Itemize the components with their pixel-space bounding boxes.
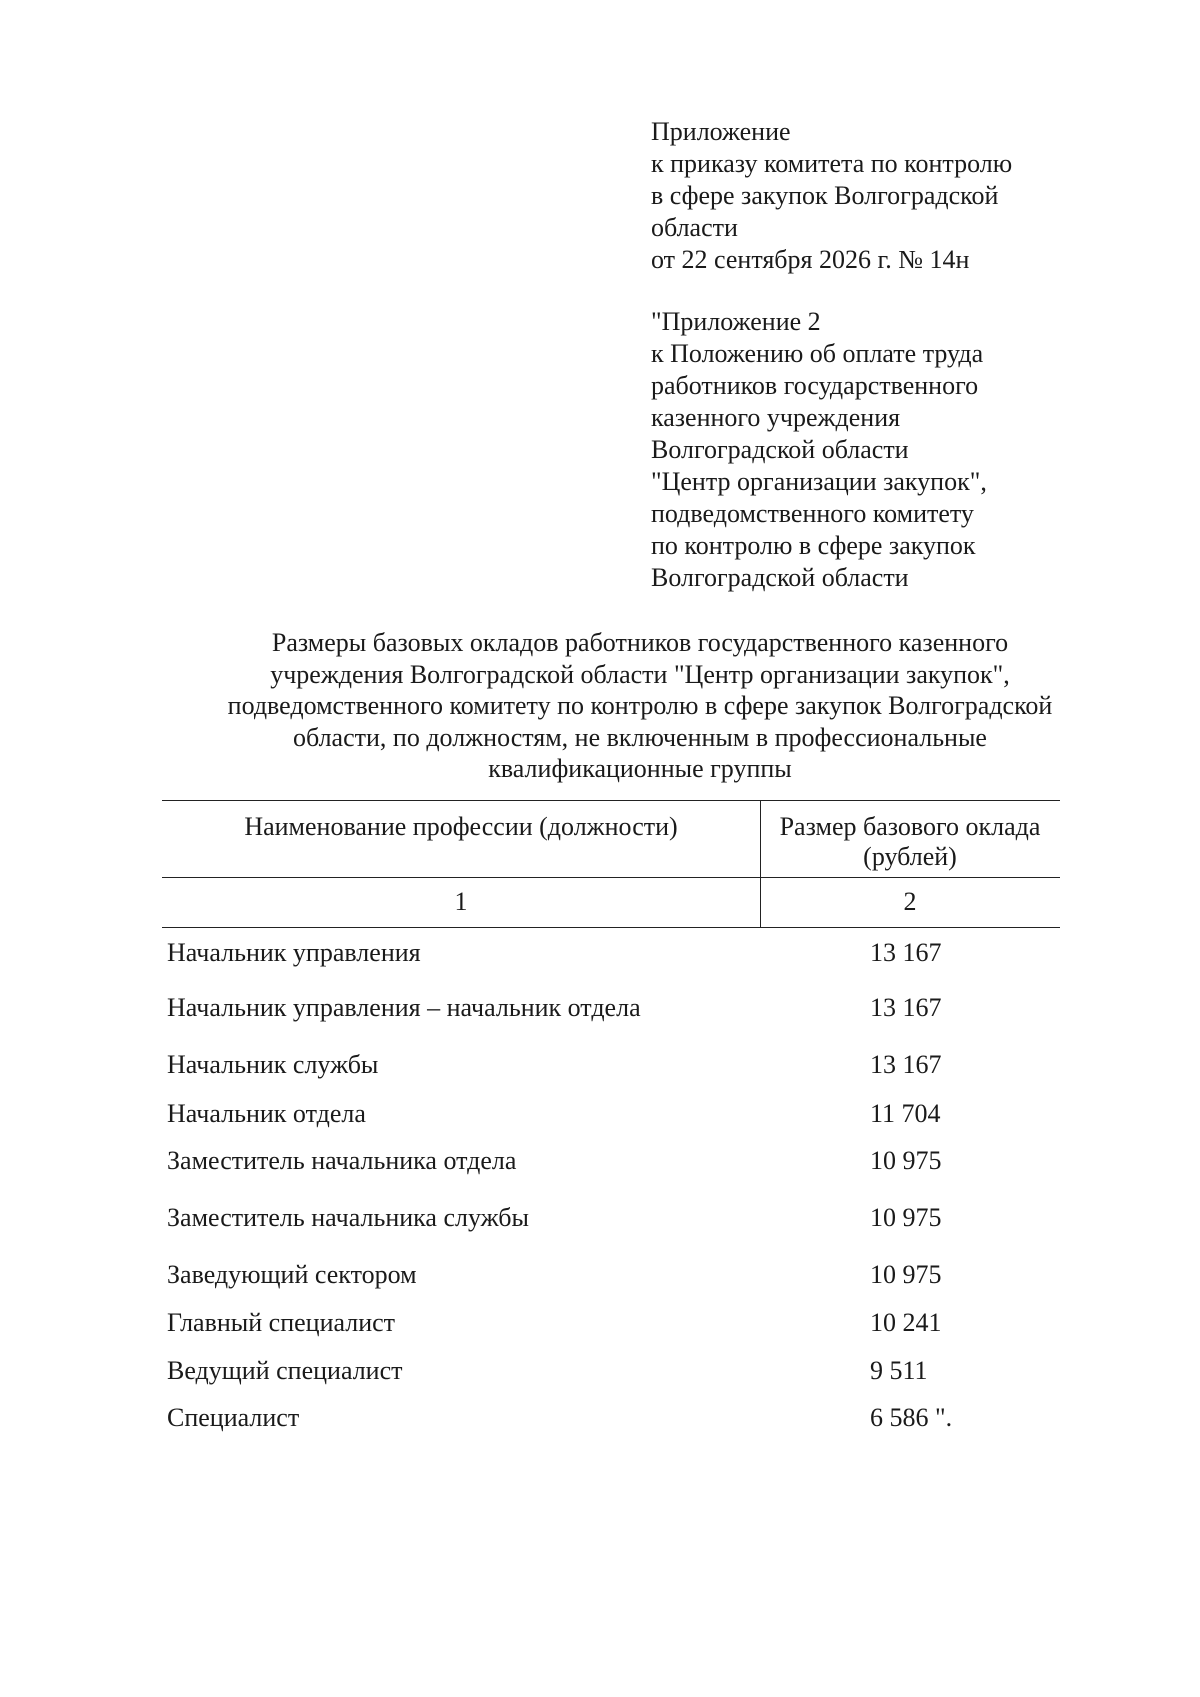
row-salary-value: 10 975 [870,1146,942,1175]
row-position-name: Начальник управления – начальник отдела [167,993,641,1022]
row-position-name: Заведующий сектором [167,1260,417,1289]
column-header-profession: Наименование профессии (должности) [244,812,678,841]
table-numbers-rule [162,927,1060,928]
annex-header-line: к приказу комитета по контролю [651,149,1013,178]
column-number-1: 1 [454,887,468,916]
annex2-header-line: по контролю в сфере закупок [651,531,976,560]
row-position-name: Ведущий специалист [167,1356,403,1385]
annex2-header-line: к Положению об оплате труда [651,339,984,368]
title-line: подведомственного комитету по контролю в сфере закупок Волгоградской [227,691,1053,720]
row-salary-value: 11 704 [870,1099,941,1128]
row-salary-value: 10 241 [870,1308,942,1337]
annex2-header-line: работников государственного [651,371,979,400]
annex-header-line: Приложение [651,117,791,146]
column-header-salary [760,812,1060,872]
annex-header-line: области [651,213,738,242]
row-salary-value: 13 167 [870,938,942,967]
row-position-name: Начальник службы [167,1050,379,1079]
annex-header-line: в сфере закупок Волгоградской [651,181,999,210]
annex2-header-line: Волгоградской области [651,563,909,592]
row-salary-value: 13 167 [870,1050,942,1079]
row-position-name: Начальник управления [167,938,421,967]
title-line: Размеры базовых окладов работников государственного казенного [271,628,1009,657]
annex-header [651,116,1171,276]
table-top-rule [162,800,1060,801]
row-salary-value: 13 167 [870,993,942,1022]
row-salary-value: 6 586 ". [870,1403,953,1432]
row-position-name: Специалист [167,1403,300,1432]
annex2-header-line: Волгоградской области [651,435,909,464]
row-position-name: Главный специалист [167,1308,396,1337]
annex2-header-line: "Приложение 2 [651,307,821,336]
document-title [100,627,1180,785]
annex2-header [651,306,1171,594]
annex2-header-line: "Центр организации закупок", [651,467,987,496]
row-position-name: Начальник отдела [167,1099,366,1128]
column-header-salary-line: (рублей) [863,842,957,871]
annex2-header-line: казенного учреждения [651,403,901,432]
row-salary-value: 9 511 [870,1356,928,1385]
title-line: области, по должностям, не включенным в профессиональные [293,722,987,752]
annex2-header-line: подведомственного комитету [651,499,974,528]
title-line: квалификационные группы [488,754,792,783]
title-line: учреждения Волгоградской области "Центр организации закупок", [270,659,1010,689]
column-number-2: 2 [903,887,917,916]
row-salary-value: 10 975 [870,1260,942,1289]
table-header-rule [162,877,1060,878]
column-header-salary-line: Размер базового оклада [779,812,1041,841]
row-salary-value: 10 975 [870,1203,942,1232]
row-position-name: Заместитель начальника отдела [167,1146,517,1175]
annex-header-line: от 22 сентября 2026 г. № 14н [651,245,970,274]
row-position-name: Заместитель начальника службы [167,1203,529,1232]
